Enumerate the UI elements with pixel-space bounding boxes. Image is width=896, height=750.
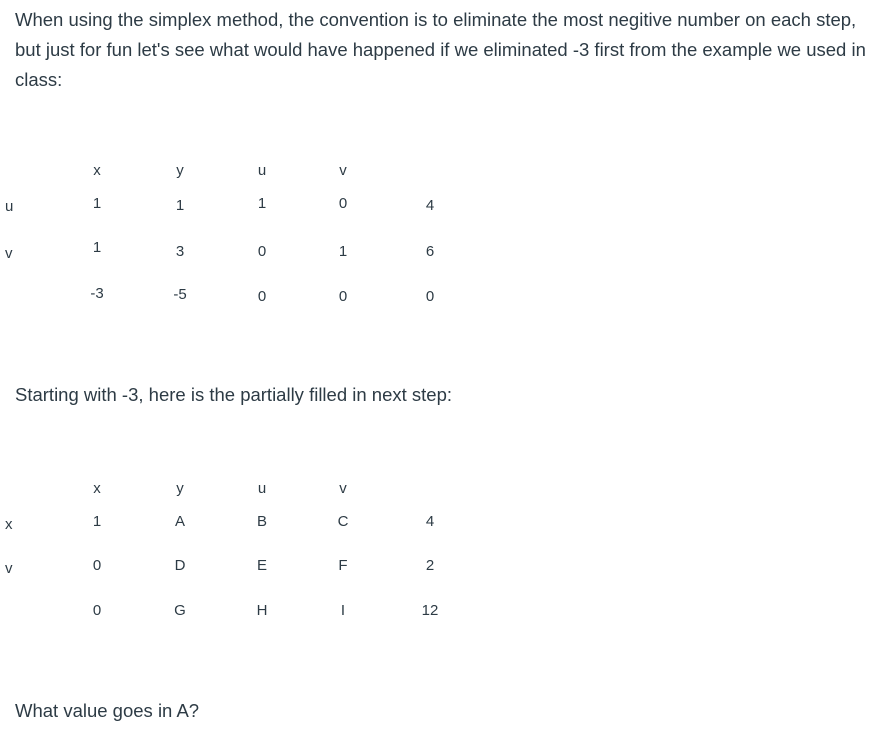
tableau-cell: 0 (338, 195, 348, 212)
tableau-cell: F (338, 557, 348, 574)
tableau-cell: 1 (92, 195, 102, 212)
row-label: v (5, 560, 13, 577)
tableau-cell: 4 (425, 197, 435, 214)
tableau-cell: E (256, 557, 267, 574)
tableau-cell: I (340, 602, 346, 619)
tableau-cell: 0 (425, 288, 435, 305)
tableau-cell: H (256, 602, 268, 619)
column-header: v (339, 162, 347, 179)
column-header: u (257, 162, 267, 179)
row-label: x (5, 516, 13, 533)
tableau-cell: 1 (92, 239, 102, 256)
row-label: u (5, 198, 14, 215)
tableau-cell: 4 (425, 513, 435, 530)
column-header: y (176, 162, 184, 179)
tableau-cell: 1 (175, 197, 185, 214)
tableau-cell: 1 (257, 195, 267, 212)
tableau-cell: 12 (421, 602, 439, 619)
tableau-cell: 2 (425, 557, 435, 574)
row-label: v (5, 245, 13, 262)
tableau-cell: 0 (257, 243, 267, 260)
tableau-cell: 6 (425, 243, 435, 260)
tableau-cell: 0 (338, 288, 348, 305)
tableau-cell: -3 (90, 285, 104, 302)
tableau-cell: D (174, 557, 186, 574)
tableau-cell: C (337, 513, 349, 530)
column-header: y (176, 480, 184, 497)
column-header: v (339, 480, 347, 497)
column-header: x (93, 480, 101, 497)
question-text: What value goes in A? (15, 700, 200, 721)
intro-paragraph: When using the simplex method, the convention is to eliminate the most negitive number on each step, but just for fun let's see what would have happened if we eliminated -3 first from the example we used in class: (15, 9, 866, 90)
tableau-cell: 1 (92, 513, 102, 530)
tableau-cell: 1 (338, 243, 348, 260)
tableau-cell: 0 (257, 288, 267, 305)
column-header: u (257, 480, 267, 497)
tableau-cell: 3 (175, 243, 185, 260)
tableau-cell: 0 (92, 602, 102, 619)
tableau-cell: -5 (173, 286, 187, 303)
tableau-cell: A (174, 513, 185, 530)
step-paragraph: Starting with -3, here is the partially filled in next step: (15, 384, 453, 405)
tableau-cell: B (256, 513, 267, 530)
tableau-cell: 0 (92, 557, 102, 574)
column-header: x (93, 162, 101, 179)
tableau-cell: G (174, 602, 186, 619)
